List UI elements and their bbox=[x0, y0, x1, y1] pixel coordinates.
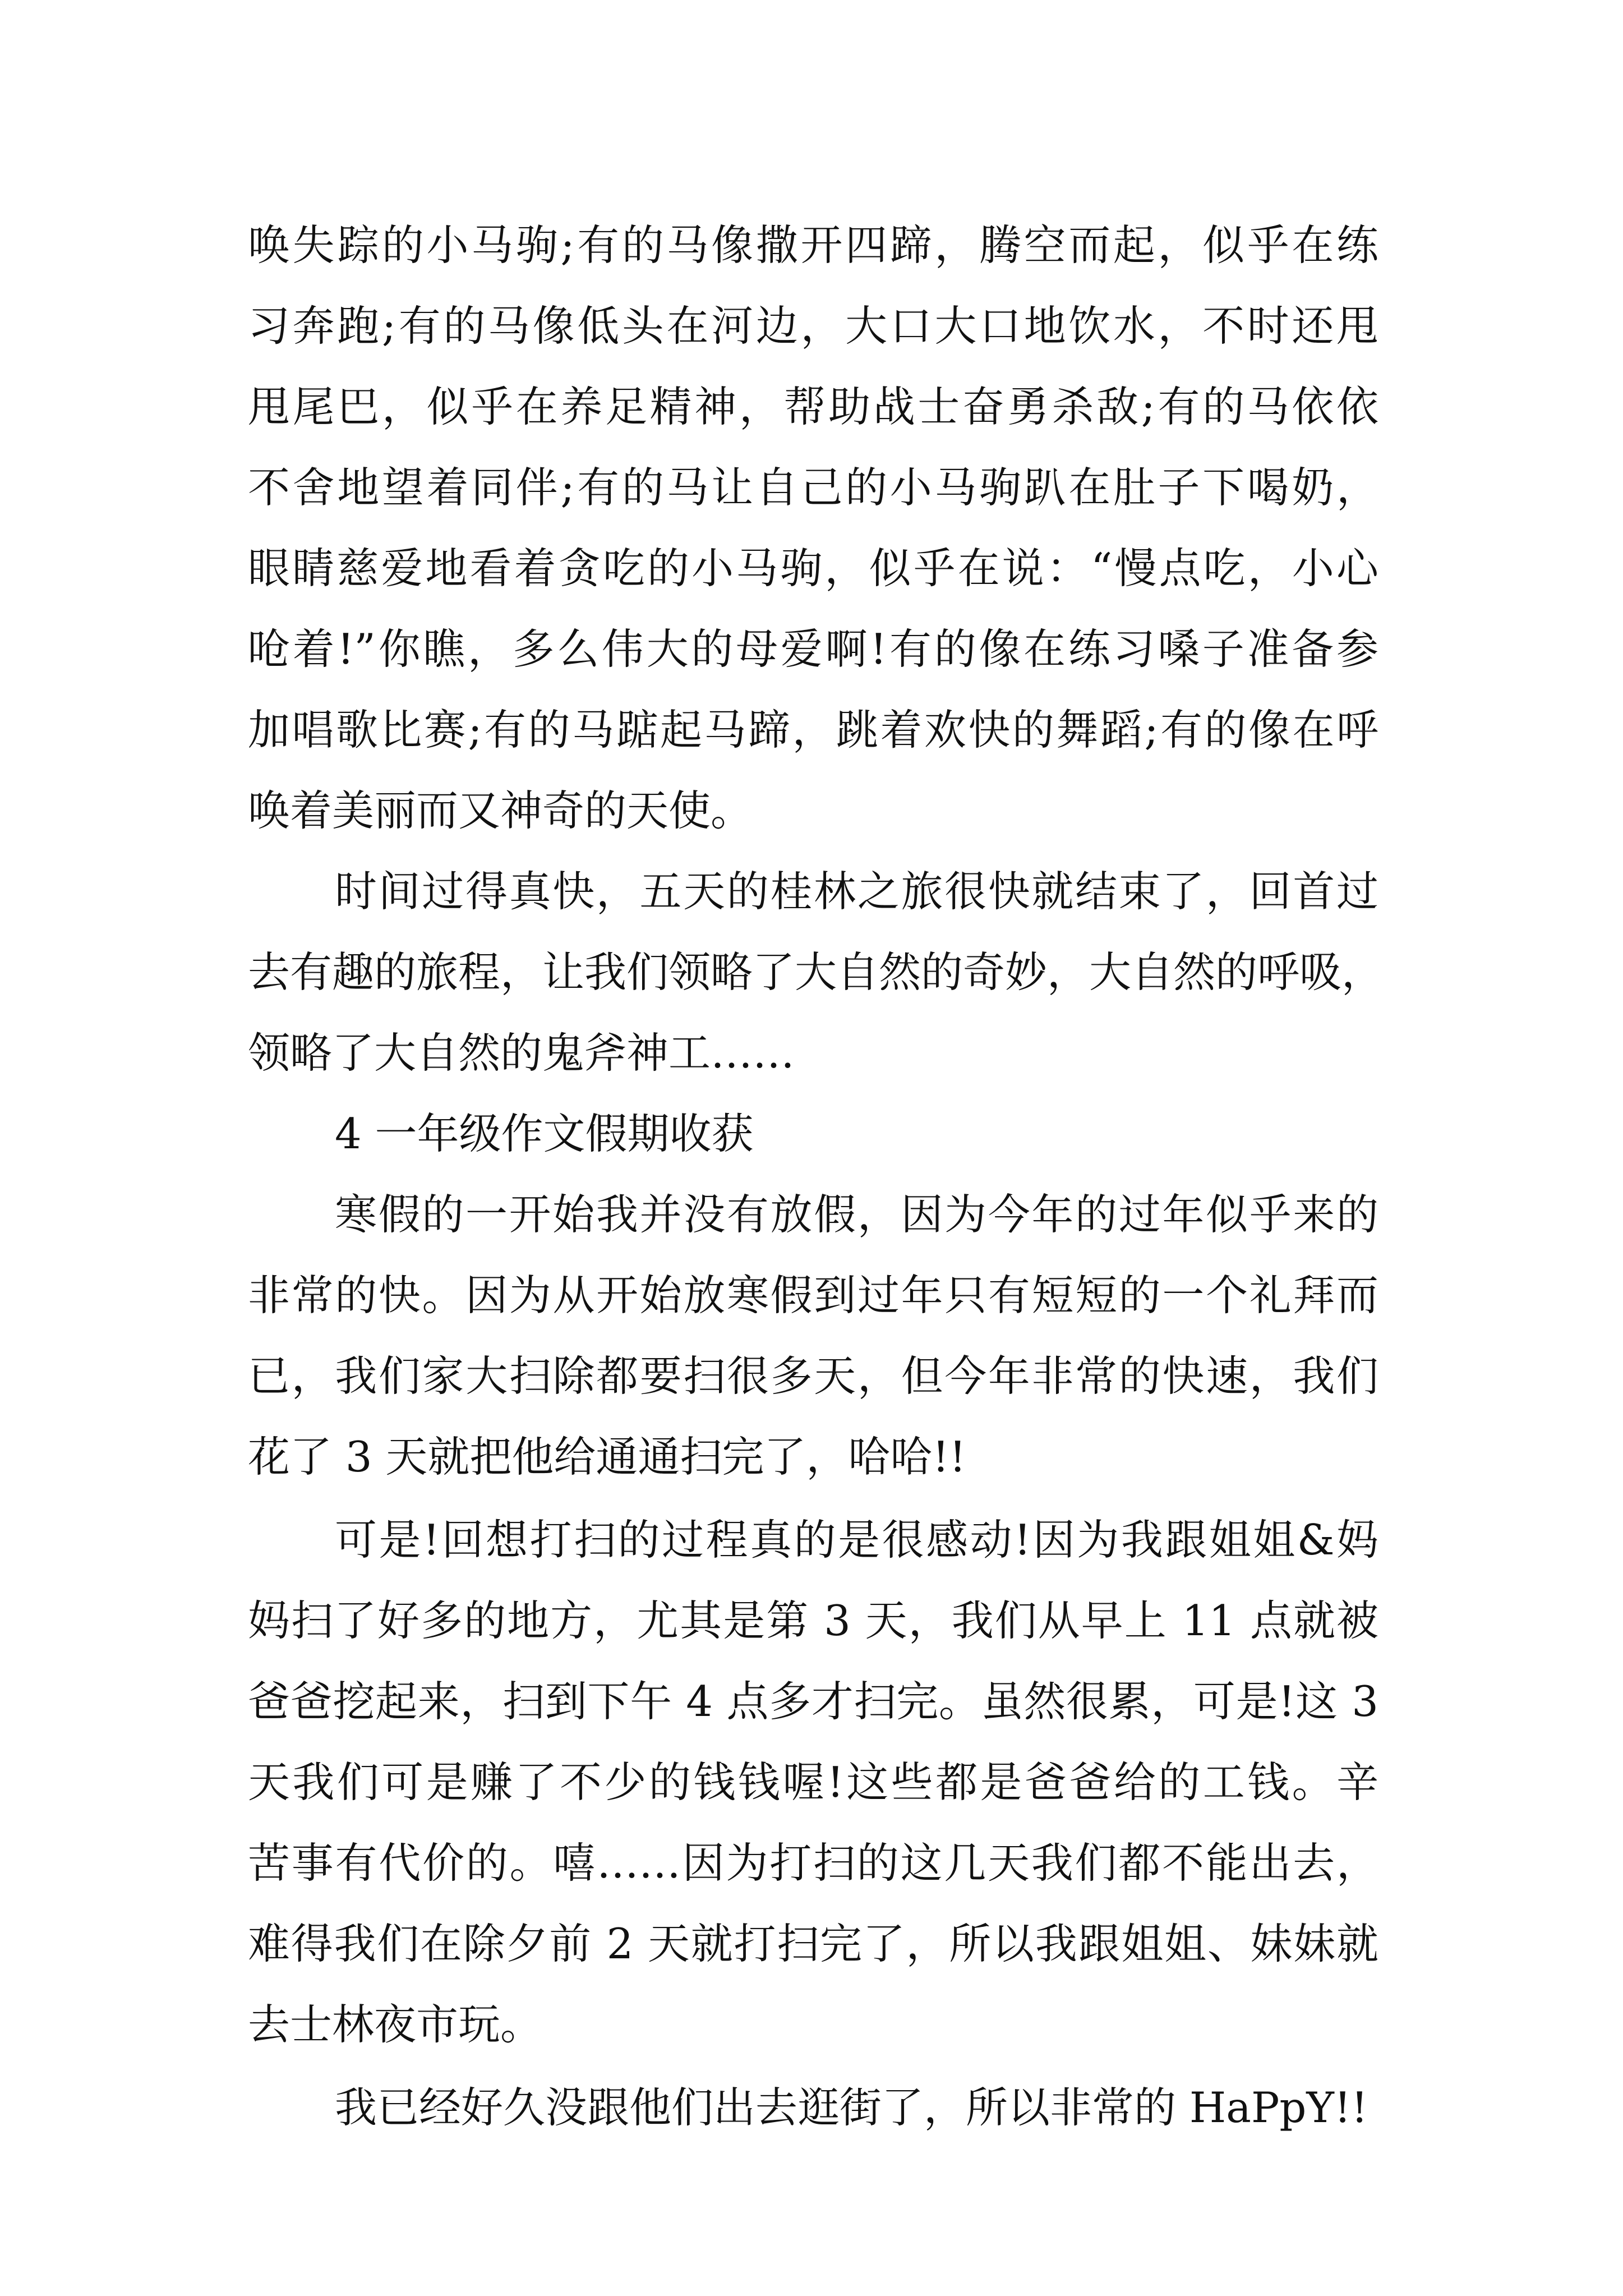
text-line: 甩尾巴，似乎在养足精神，帮助战士奋勇杀敌;有的马依依 bbox=[248, 382, 1378, 431]
text-line: 不舍地望着同伴;有的马让自己的小马驹趴在肚子下喝奶， bbox=[248, 463, 1378, 512]
paragraph-4 bbox=[248, 1174, 1378, 1497]
text-line: 习奔跑;有的马像低头在河边，大口大口地饮水，不时还甩 bbox=[248, 301, 1378, 351]
paragraph-6 bbox=[248, 2067, 1378, 2148]
paragraph-2 bbox=[248, 851, 1384, 1093]
text-line: 唤失踪的小马驹;有的马像撒开四蹄，腾空而起，似乎在练 bbox=[248, 220, 1378, 270]
text-line: 可是!回想打扫的过程真的是很感动!因为我跟姐姐&妈 bbox=[335, 1515, 1378, 1565]
paragraph-1 bbox=[248, 205, 1378, 851]
text-line: 花了 3 天就把他给通通扫完了，哈哈!! bbox=[248, 1432, 966, 1481]
text-line: 时间过得真快，五天的桂林之旅很快就结束了，回首过 bbox=[335, 867, 1378, 916]
paragraph-5 bbox=[248, 1499, 1378, 2065]
heading-text: 4 一年级作文假期收获 bbox=[335, 1109, 754, 1158]
text-line: 难得我们在除夕前 2 天就打扫完了，所以我跟姐姐、妹妹就 bbox=[248, 1919, 1378, 1968]
text-line: 去有趣的旅程，让我们领略了大自然的奇妙，大自然的呼吸， bbox=[248, 947, 1384, 997]
text-line: 非常的快。因为从开始放寒假到过年只有短短的一个礼拜而 bbox=[248, 1271, 1378, 1320]
text-line: 爸爸挖起来，扫到下午 4 点多才扫完。虽然很累，可是!这 3 bbox=[248, 1677, 1378, 1726]
text-line: 领略了大自然的鬼斧神工…… bbox=[248, 1028, 795, 1078]
text-line: 加唱歌比赛;有的马踮起马蹄，跳着欢快的舞蹈;有的像在呼 bbox=[248, 705, 1378, 754]
text-line: 苦事有代价的。嘻……因为打扫的这几天我们都不能出去， bbox=[248, 1838, 1378, 1888]
text-line: 眼睛慈爱地看着贪吃的小马驹，似乎在说：“慢点吃，小心 bbox=[248, 544, 1378, 593]
text-line: 天我们可是赚了不少的钱钱喔!这些都是爸爸给的工钱。辛 bbox=[248, 1757, 1378, 1807]
section-heading bbox=[248, 1093, 1378, 1174]
document-body bbox=[248, 205, 1384, 2148]
text-line: 我已经好久没跟他们出去逛街了，所以非常的 HaPpY!! bbox=[335, 2083, 1368, 2132]
text-line: 已，我们家大扫除都要扫很多天，但今年非常的快速，我们 bbox=[248, 1351, 1378, 1401]
text-line: 妈扫了好多的地方，尤其是第 3 天，我们从早上 11 点就被 bbox=[248, 1596, 1378, 1645]
text-line: 唤着美丽而又神奇的天使。 bbox=[248, 786, 753, 835]
text-line: 寒假的一开始我并没有放假，因为今年的过年似乎来的 bbox=[335, 1190, 1378, 1239]
text-line: 呛着!”你瞧，多么伟大的母爱啊!有的像在练习嗓子准备参 bbox=[248, 624, 1378, 674]
text-line: 去士林夜市玩。 bbox=[248, 2000, 543, 2049]
